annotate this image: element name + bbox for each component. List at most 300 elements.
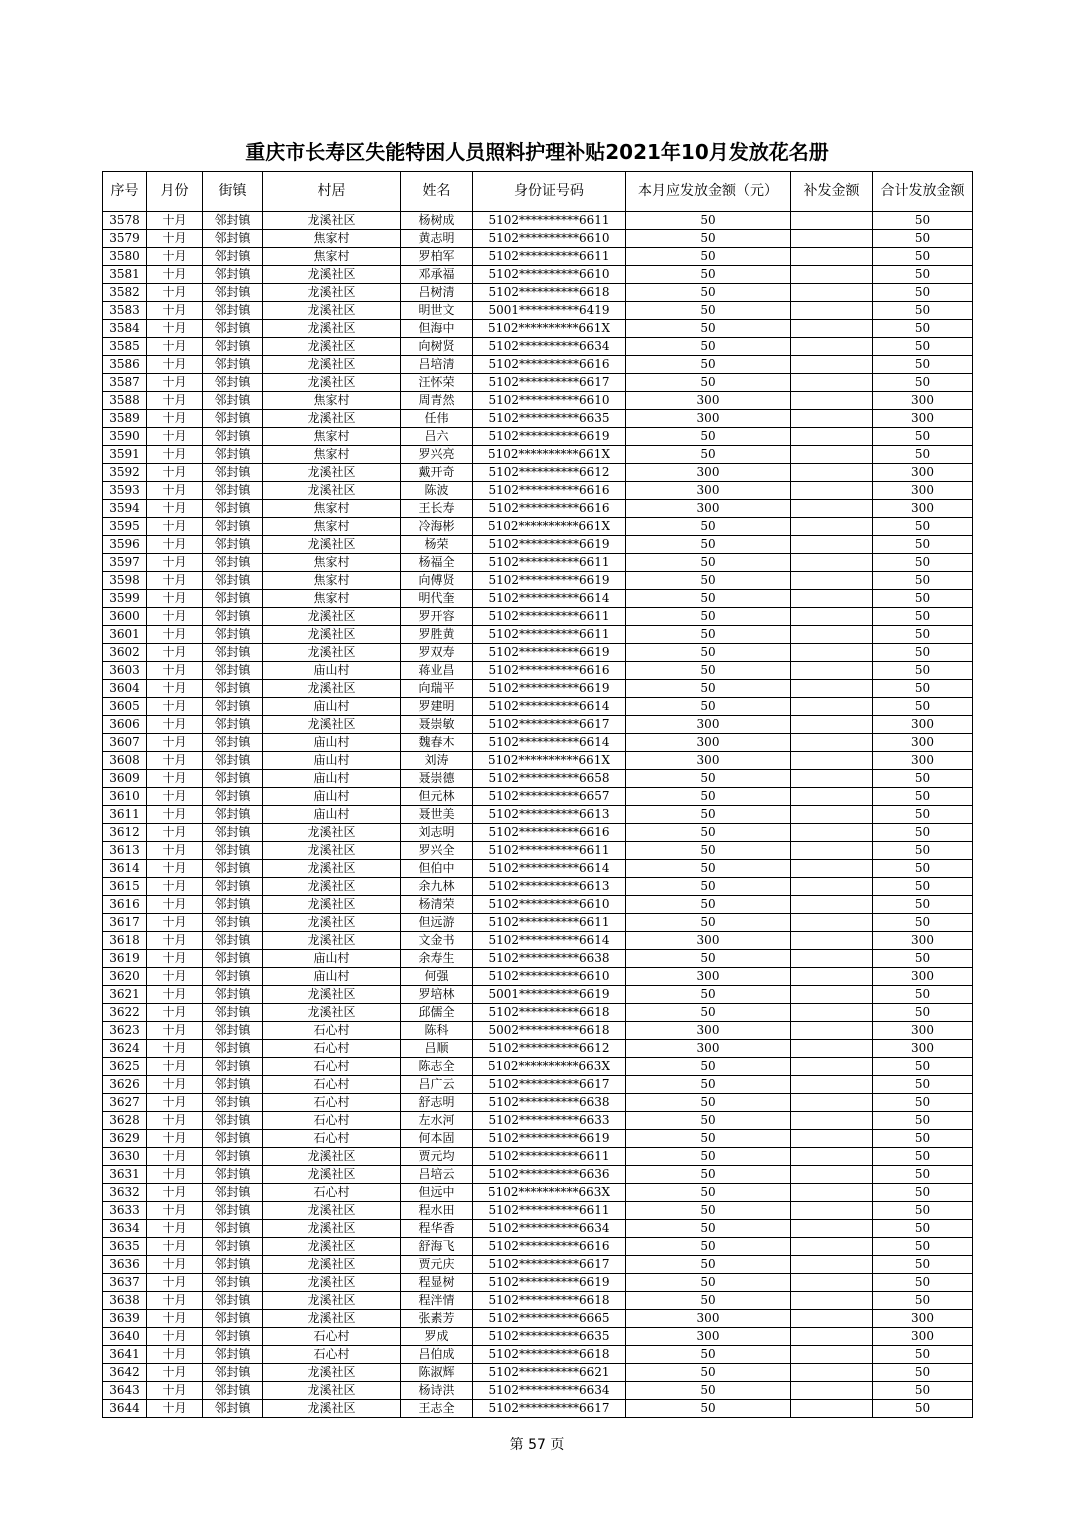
table-body bbox=[103, 212, 973, 1418]
cell-index: 3624 bbox=[103, 1040, 147, 1058]
cell-id-number: 5102**********6613 bbox=[473, 878, 626, 896]
cell-village: 龙溪社区 bbox=[263, 986, 401, 1004]
cell-village: 龙溪社区 bbox=[263, 212, 401, 230]
table-row bbox=[103, 464, 973, 482]
cell-month: 十月 bbox=[147, 662, 203, 680]
cell-amount-due: 300 bbox=[626, 1328, 791, 1346]
cell-id-number: 5102**********6612 bbox=[473, 1040, 626, 1058]
cell-id-number: 5102**********6616 bbox=[473, 824, 626, 842]
cell-total: 50 bbox=[873, 338, 973, 356]
cell-index: 3633 bbox=[103, 1202, 147, 1220]
cell-village: 龙溪社区 bbox=[263, 410, 401, 428]
cell-id-number: 5102**********6611 bbox=[473, 1148, 626, 1166]
cell-town: 邻封镇 bbox=[203, 1112, 263, 1130]
cell-name: 黄志明 bbox=[401, 230, 473, 248]
cell-village: 庙山村 bbox=[263, 752, 401, 770]
cell-month: 十月 bbox=[147, 1274, 203, 1292]
cell-amount-due: 50 bbox=[626, 842, 791, 860]
cell-village: 龙溪社区 bbox=[263, 1382, 401, 1400]
cell-total: 50 bbox=[873, 518, 973, 536]
cell-name: 陈淑辉 bbox=[401, 1364, 473, 1382]
cell-month: 十月 bbox=[147, 1238, 203, 1256]
header-town: 街镇 bbox=[203, 172, 263, 212]
cell-month: 十月 bbox=[147, 1130, 203, 1148]
cell-back-pay bbox=[791, 1094, 873, 1112]
cell-month: 十月 bbox=[147, 536, 203, 554]
cell-village: 龙溪社区 bbox=[263, 1400, 401, 1418]
cell-index: 3619 bbox=[103, 950, 147, 968]
cell-amount-due: 50 bbox=[626, 338, 791, 356]
cell-month: 十月 bbox=[147, 428, 203, 446]
cell-back-pay bbox=[791, 1220, 873, 1238]
cell-total: 50 bbox=[873, 1400, 973, 1418]
table-row bbox=[103, 500, 973, 518]
cell-amount-due: 300 bbox=[626, 464, 791, 482]
cell-back-pay bbox=[791, 536, 873, 554]
cell-back-pay bbox=[791, 770, 873, 788]
cell-month: 十月 bbox=[147, 1040, 203, 1058]
cell-back-pay bbox=[791, 734, 873, 752]
cell-name: 邓承福 bbox=[401, 266, 473, 284]
cell-back-pay bbox=[791, 1346, 873, 1364]
cell-village: 龙溪社区 bbox=[263, 932, 401, 950]
cell-amount-due: 300 bbox=[626, 716, 791, 734]
cell-town: 邻封镇 bbox=[203, 338, 263, 356]
cell-town: 邻封镇 bbox=[203, 482, 263, 500]
cell-village: 焦家村 bbox=[263, 572, 401, 590]
cell-town: 邻封镇 bbox=[203, 554, 263, 572]
table-row bbox=[103, 950, 973, 968]
cell-index: 3592 bbox=[103, 464, 147, 482]
cell-month: 十月 bbox=[147, 284, 203, 302]
cell-id-number: 5102**********6614 bbox=[473, 932, 626, 950]
cell-village: 石心村 bbox=[263, 1022, 401, 1040]
cell-back-pay bbox=[791, 986, 873, 1004]
cell-name: 左水河 bbox=[401, 1112, 473, 1130]
cell-back-pay bbox=[791, 1148, 873, 1166]
cell-town: 邻封镇 bbox=[203, 860, 263, 878]
cell-amount-due: 50 bbox=[626, 1238, 791, 1256]
cell-village: 石心村 bbox=[263, 1076, 401, 1094]
cell-amount-due: 50 bbox=[626, 536, 791, 554]
cell-month: 十月 bbox=[147, 1310, 203, 1328]
cell-index: 3598 bbox=[103, 572, 147, 590]
cell-name: 罗兴亮 bbox=[401, 446, 473, 464]
cell-total: 50 bbox=[873, 1094, 973, 1112]
cell-name: 任伟 bbox=[401, 410, 473, 428]
cell-name: 聂崇德 bbox=[401, 770, 473, 788]
cell-total: 50 bbox=[873, 788, 973, 806]
cell-month: 十月 bbox=[147, 1184, 203, 1202]
cell-name: 但远中 bbox=[401, 1184, 473, 1202]
table-row bbox=[103, 1202, 973, 1220]
cell-index: 3609 bbox=[103, 770, 147, 788]
cell-back-pay bbox=[791, 1310, 873, 1328]
cell-amount-due: 50 bbox=[626, 1004, 791, 1022]
cell-amount-due: 300 bbox=[626, 410, 791, 428]
cell-total: 50 bbox=[873, 1184, 973, 1202]
cell-name: 魏春木 bbox=[401, 734, 473, 752]
cell-back-pay bbox=[791, 392, 873, 410]
cell-amount-due: 50 bbox=[626, 914, 791, 932]
cell-back-pay bbox=[791, 284, 873, 302]
cell-month: 十月 bbox=[147, 1346, 203, 1364]
cell-name: 但伯中 bbox=[401, 860, 473, 878]
cell-month: 十月 bbox=[147, 1004, 203, 1022]
cell-index: 3644 bbox=[103, 1400, 147, 1418]
cell-index: 3597 bbox=[103, 554, 147, 572]
cell-town: 邻封镇 bbox=[203, 464, 263, 482]
cell-town: 邻封镇 bbox=[203, 644, 263, 662]
cell-town: 邻封镇 bbox=[203, 968, 263, 986]
cell-village: 焦家村 bbox=[263, 590, 401, 608]
cell-village: 庙山村 bbox=[263, 662, 401, 680]
cell-total: 50 bbox=[873, 1382, 973, 1400]
cell-town: 邻封镇 bbox=[203, 986, 263, 1004]
cell-name: 冷海彬 bbox=[401, 518, 473, 536]
cell-village: 龙溪社区 bbox=[263, 824, 401, 842]
cell-total: 50 bbox=[873, 590, 973, 608]
cell-total: 50 bbox=[873, 896, 973, 914]
cell-village: 龙溪社区 bbox=[263, 356, 401, 374]
cell-amount-due: 50 bbox=[626, 446, 791, 464]
cell-back-pay bbox=[791, 1202, 873, 1220]
cell-month: 十月 bbox=[147, 212, 203, 230]
cell-amount-due: 50 bbox=[626, 428, 791, 446]
table-row bbox=[103, 1076, 973, 1094]
cell-id-number: 5102**********6610 bbox=[473, 230, 626, 248]
table-row bbox=[103, 986, 973, 1004]
cell-id-number: 5102**********6612 bbox=[473, 464, 626, 482]
cell-month: 十月 bbox=[147, 716, 203, 734]
cell-id-number: 5001**********6419 bbox=[473, 302, 626, 320]
cell-month: 十月 bbox=[147, 302, 203, 320]
cell-back-pay bbox=[791, 626, 873, 644]
cell-month: 十月 bbox=[147, 1220, 203, 1238]
table-row bbox=[103, 824, 973, 842]
cell-total: 50 bbox=[873, 320, 973, 338]
table-row bbox=[103, 428, 973, 446]
cell-total: 300 bbox=[873, 1310, 973, 1328]
cell-name: 汪怀荣 bbox=[401, 374, 473, 392]
cell-index: 3602 bbox=[103, 644, 147, 662]
cell-amount-due: 300 bbox=[626, 1022, 791, 1040]
cell-town: 邻封镇 bbox=[203, 824, 263, 842]
cell-amount-due: 50 bbox=[626, 1256, 791, 1274]
cell-back-pay bbox=[791, 716, 873, 734]
cell-town: 邻封镇 bbox=[203, 842, 263, 860]
cell-town: 邻封镇 bbox=[203, 248, 263, 266]
cell-id-number: 5102**********6616 bbox=[473, 1238, 626, 1256]
table-row bbox=[103, 896, 973, 914]
table-row bbox=[103, 410, 973, 428]
cell-back-pay bbox=[791, 878, 873, 896]
cell-amount-due: 50 bbox=[626, 626, 791, 644]
cell-id-number: 5102**********6610 bbox=[473, 392, 626, 410]
cell-back-pay bbox=[791, 824, 873, 842]
table-row bbox=[103, 1220, 973, 1238]
cell-town: 邻封镇 bbox=[203, 1310, 263, 1328]
cell-month: 十月 bbox=[147, 734, 203, 752]
cell-index: 3620 bbox=[103, 968, 147, 986]
cell-village: 焦家村 bbox=[263, 428, 401, 446]
cell-village: 庙山村 bbox=[263, 770, 401, 788]
cell-town: 邻封镇 bbox=[203, 806, 263, 824]
cell-total: 300 bbox=[873, 392, 973, 410]
cell-index: 3585 bbox=[103, 338, 147, 356]
table-row bbox=[103, 1094, 973, 1112]
cell-town: 邻封镇 bbox=[203, 266, 263, 284]
cell-name: 吕广云 bbox=[401, 1076, 473, 1094]
cell-town: 邻封镇 bbox=[203, 1058, 263, 1076]
cell-month: 十月 bbox=[147, 1094, 203, 1112]
cell-amount-due: 300 bbox=[626, 500, 791, 518]
cell-amount-due: 300 bbox=[626, 932, 791, 950]
cell-month: 十月 bbox=[147, 1148, 203, 1166]
cell-town: 邻封镇 bbox=[203, 1004, 263, 1022]
cell-name: 张素芳 bbox=[401, 1310, 473, 1328]
cell-index: 3603 bbox=[103, 662, 147, 680]
cell-back-pay bbox=[791, 482, 873, 500]
cell-amount-due: 300 bbox=[626, 1310, 791, 1328]
cell-id-number: 5102**********6618 bbox=[473, 1004, 626, 1022]
cell-id-number: 5102**********6611 bbox=[473, 626, 626, 644]
cell-id-number: 5102**********6618 bbox=[473, 284, 626, 302]
cell-name: 罗建明 bbox=[401, 698, 473, 716]
cell-month: 十月 bbox=[147, 626, 203, 644]
table-row bbox=[103, 1256, 973, 1274]
table-row bbox=[103, 572, 973, 590]
cell-id-number: 5102**********6619 bbox=[473, 428, 626, 446]
cell-total: 50 bbox=[873, 914, 973, 932]
cell-total: 50 bbox=[873, 824, 973, 842]
cell-index: 3612 bbox=[103, 824, 147, 842]
cell-town: 邻封镇 bbox=[203, 1400, 263, 1418]
cell-total: 50 bbox=[873, 1130, 973, 1148]
cell-total: 50 bbox=[873, 1004, 973, 1022]
cell-town: 邻封镇 bbox=[203, 518, 263, 536]
cell-month: 十月 bbox=[147, 1400, 203, 1418]
cell-index: 3639 bbox=[103, 1310, 147, 1328]
cell-name: 王长寿 bbox=[401, 500, 473, 518]
cell-index: 3638 bbox=[103, 1292, 147, 1310]
cell-village: 龙溪社区 bbox=[263, 464, 401, 482]
cell-id-number: 5102**********6613 bbox=[473, 806, 626, 824]
cell-total: 50 bbox=[873, 1076, 973, 1094]
cell-amount-due: 50 bbox=[626, 878, 791, 896]
cell-town: 邻封镇 bbox=[203, 1202, 263, 1220]
cell-village: 庙山村 bbox=[263, 806, 401, 824]
table-row bbox=[103, 1112, 973, 1130]
cell-back-pay bbox=[791, 1238, 873, 1256]
cell-town: 邻封镇 bbox=[203, 896, 263, 914]
table-row bbox=[103, 752, 973, 770]
cell-amount-due: 50 bbox=[626, 1184, 791, 1202]
table-row bbox=[103, 1346, 973, 1364]
table-row bbox=[103, 446, 973, 464]
table-row bbox=[103, 230, 973, 248]
cell-id-number: 5102**********6619 bbox=[473, 572, 626, 590]
cell-village: 石心村 bbox=[263, 1058, 401, 1076]
cell-total: 300 bbox=[873, 752, 973, 770]
cell-total: 50 bbox=[873, 1058, 973, 1076]
cell-index: 3583 bbox=[103, 302, 147, 320]
table-row bbox=[103, 878, 973, 896]
cell-name: 吕顺 bbox=[401, 1040, 473, 1058]
cell-amount-due: 50 bbox=[626, 212, 791, 230]
cell-total: 50 bbox=[873, 284, 973, 302]
cell-town: 邻封镇 bbox=[203, 302, 263, 320]
table-row bbox=[103, 1274, 973, 1292]
cell-total: 300 bbox=[873, 1022, 973, 1040]
cell-back-pay bbox=[791, 1166, 873, 1184]
cell-index: 3615 bbox=[103, 878, 147, 896]
table-row bbox=[103, 1184, 973, 1202]
cell-id-number: 5102**********6611 bbox=[473, 1202, 626, 1220]
cell-amount-due: 50 bbox=[626, 554, 791, 572]
cell-month: 十月 bbox=[147, 554, 203, 572]
cell-index: 3616 bbox=[103, 896, 147, 914]
cell-village: 龙溪社区 bbox=[263, 1148, 401, 1166]
cell-amount-due: 50 bbox=[626, 1220, 791, 1238]
cell-back-pay bbox=[791, 590, 873, 608]
table-row bbox=[103, 590, 973, 608]
cell-back-pay bbox=[791, 788, 873, 806]
cell-id-number: 5002**********6618 bbox=[473, 1022, 626, 1040]
cell-total: 50 bbox=[873, 1112, 973, 1130]
cell-back-pay bbox=[791, 1022, 873, 1040]
cell-amount-due: 50 bbox=[626, 1076, 791, 1094]
cell-index: 3628 bbox=[103, 1112, 147, 1130]
cell-id-number: 5102**********6618 bbox=[473, 1346, 626, 1364]
cell-back-pay bbox=[791, 1382, 873, 1400]
cell-total: 50 bbox=[873, 626, 973, 644]
cell-village: 龙溪社区 bbox=[263, 1292, 401, 1310]
cell-town: 邻封镇 bbox=[203, 320, 263, 338]
cell-id-number: 5102**********6617 bbox=[473, 374, 626, 392]
cell-id-number: 5102**********661X bbox=[473, 518, 626, 536]
cell-index: 3643 bbox=[103, 1382, 147, 1400]
cell-village: 龙溪社区 bbox=[263, 266, 401, 284]
table-row bbox=[103, 1364, 973, 1382]
cell-name: 何强 bbox=[401, 968, 473, 986]
cell-name: 王志全 bbox=[401, 1400, 473, 1418]
cell-town: 邻封镇 bbox=[203, 1166, 263, 1184]
cell-total: 50 bbox=[873, 572, 973, 590]
cell-back-pay bbox=[791, 374, 873, 392]
cell-month: 十月 bbox=[147, 1202, 203, 1220]
cell-amount-due: 300 bbox=[626, 734, 791, 752]
cell-id-number: 5102**********6616 bbox=[473, 500, 626, 518]
cell-id-number: 5102**********6617 bbox=[473, 1076, 626, 1094]
cell-back-pay bbox=[791, 554, 873, 572]
cell-town: 邻封镇 bbox=[203, 1346, 263, 1364]
cell-back-pay bbox=[791, 266, 873, 284]
cell-name: 程显树 bbox=[401, 1274, 473, 1292]
table-row bbox=[103, 1004, 973, 1022]
cell-village: 龙溪社区 bbox=[263, 860, 401, 878]
cell-village: 焦家村 bbox=[263, 554, 401, 572]
cell-name: 贾元均 bbox=[401, 1148, 473, 1166]
table-header-row bbox=[103, 172, 973, 212]
cell-back-pay bbox=[791, 1400, 873, 1418]
cell-month: 十月 bbox=[147, 1022, 203, 1040]
cell-index: 3632 bbox=[103, 1184, 147, 1202]
cell-month: 十月 bbox=[147, 950, 203, 968]
page-number: 第 57 页 bbox=[509, 1437, 565, 1453]
cell-id-number: 5102**********6610 bbox=[473, 266, 626, 284]
table-row bbox=[103, 770, 973, 788]
cell-name: 吕树清 bbox=[401, 284, 473, 302]
cell-id-number: 5102**********663X bbox=[473, 1184, 626, 1202]
cell-town: 邻封镇 bbox=[203, 446, 263, 464]
cell-month: 十月 bbox=[147, 266, 203, 284]
cell-village: 庙山村 bbox=[263, 950, 401, 968]
cell-index: 3606 bbox=[103, 716, 147, 734]
cell-index: 3586 bbox=[103, 356, 147, 374]
cell-index: 3600 bbox=[103, 608, 147, 626]
table-row bbox=[103, 536, 973, 554]
cell-amount-due: 50 bbox=[626, 644, 791, 662]
cell-index: 3607 bbox=[103, 734, 147, 752]
cell-id-number: 5102**********661X bbox=[473, 446, 626, 464]
cell-village: 庙山村 bbox=[263, 734, 401, 752]
cell-month: 十月 bbox=[147, 1382, 203, 1400]
cell-amount-due: 50 bbox=[626, 1148, 791, 1166]
table-row bbox=[103, 806, 973, 824]
cell-id-number: 5102**********6617 bbox=[473, 1256, 626, 1274]
cell-month: 十月 bbox=[147, 392, 203, 410]
cell-town: 邻封镇 bbox=[203, 1328, 263, 1346]
table-row bbox=[103, 356, 973, 374]
cell-town: 邻封镇 bbox=[203, 878, 263, 896]
cell-id-number: 5102**********661X bbox=[473, 320, 626, 338]
cell-id-number: 5102**********6638 bbox=[473, 1094, 626, 1112]
cell-back-pay bbox=[791, 302, 873, 320]
cell-total: 50 bbox=[873, 374, 973, 392]
table-row bbox=[103, 698, 973, 716]
cell-index: 3635 bbox=[103, 1238, 147, 1256]
cell-total: 50 bbox=[873, 662, 973, 680]
cell-name: 聂崇敏 bbox=[401, 716, 473, 734]
table-row bbox=[103, 1058, 973, 1076]
cell-name: 明世文 bbox=[401, 302, 473, 320]
cell-amount-due: 50 bbox=[626, 608, 791, 626]
cell-month: 十月 bbox=[147, 608, 203, 626]
table-row bbox=[103, 266, 973, 284]
cell-id-number: 5001**********6619 bbox=[473, 986, 626, 1004]
cell-month: 十月 bbox=[147, 896, 203, 914]
cell-id-number: 5102**********6614 bbox=[473, 590, 626, 608]
cell-name: 程华香 bbox=[401, 1220, 473, 1238]
header-amount-due: 本月应发放金额（元） bbox=[626, 172, 791, 212]
cell-name: 罗兴全 bbox=[401, 842, 473, 860]
cell-village: 石心村 bbox=[263, 1346, 401, 1364]
cell-amount-due: 50 bbox=[626, 680, 791, 698]
cell-amount-due: 50 bbox=[626, 950, 791, 968]
table-row bbox=[103, 482, 973, 500]
cell-village: 龙溪社区 bbox=[263, 1238, 401, 1256]
cell-village: 石心村 bbox=[263, 1130, 401, 1148]
cell-name: 舒志明 bbox=[401, 1094, 473, 1112]
cell-amount-due: 50 bbox=[626, 302, 791, 320]
cell-index: 3590 bbox=[103, 428, 147, 446]
cell-back-pay bbox=[791, 1076, 873, 1094]
cell-index: 3636 bbox=[103, 1256, 147, 1274]
cell-amount-due: 50 bbox=[626, 266, 791, 284]
cell-amount-due: 50 bbox=[626, 518, 791, 536]
cell-id-number: 5102**********6611 bbox=[473, 914, 626, 932]
